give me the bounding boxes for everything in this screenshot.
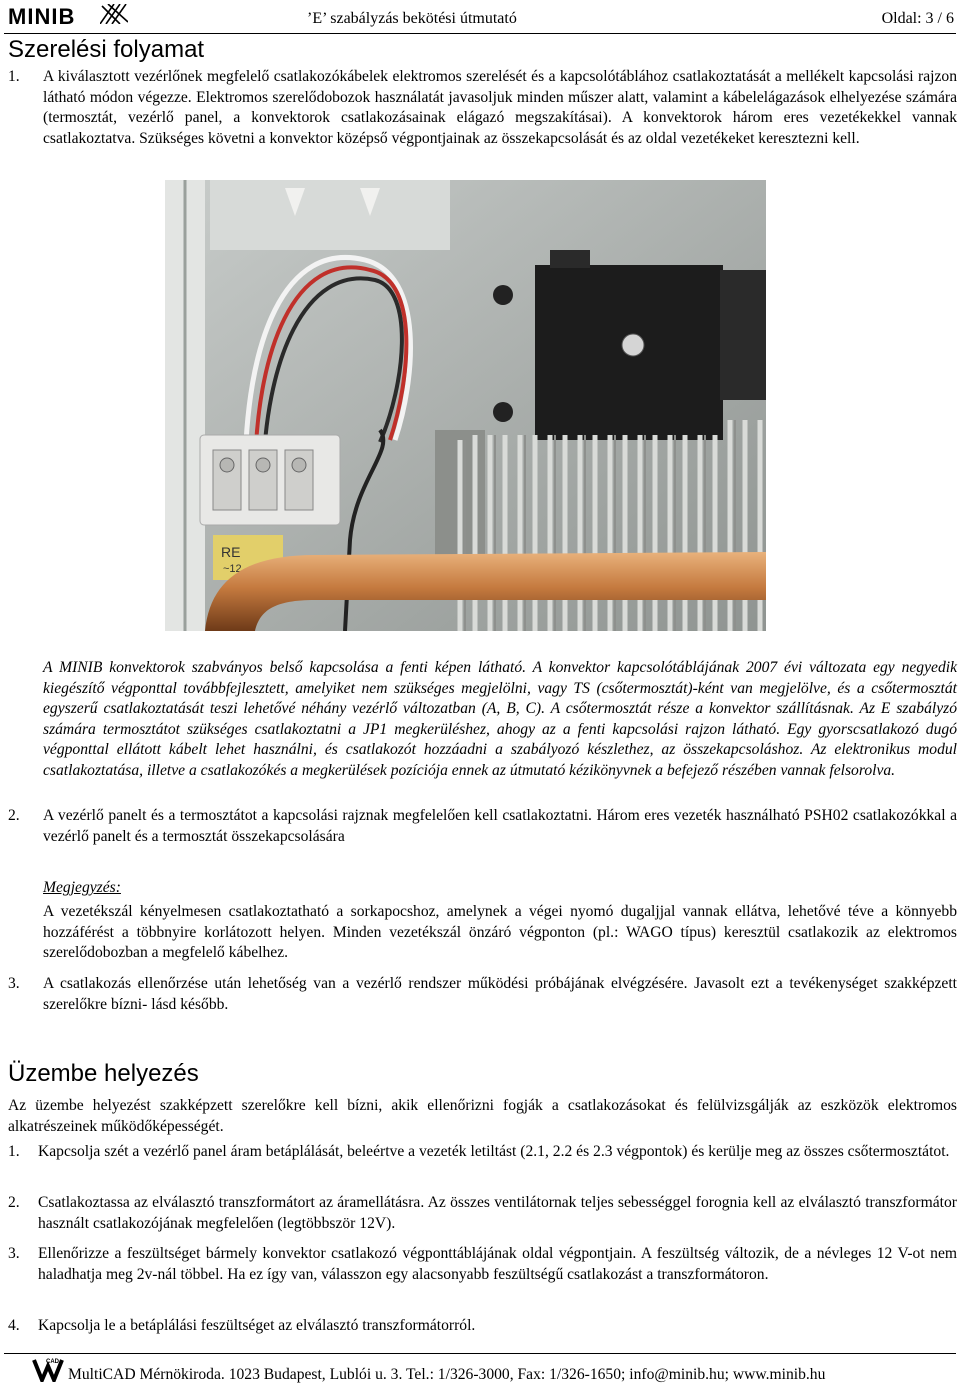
- commissioning-step-2: Csatlakoztassa az elválasztó transzformátort az áramellátásra. Az összes ventilátornak teljes sebességgel forognia kell az elválasztó transzformátor használt csatlakozójának megfelelően (legtöbbször 12V).: [38, 1194, 957, 1232]
- minib-logo: MINIB: [8, 4, 76, 29]
- commissioning-step-4: Kapcsolja le a betáplálási feszültséget az elválasztó transzformátorról.: [38, 1317, 476, 1334]
- multicad-logo-icon: [32, 1356, 64, 1382]
- installation-step-3: A csatlakozás ellenőrzése után lehetőség van a vezérlő rendszer működési próbájának elvégzésére. Javasolt ezt a tevékenységet szakképzett szerelőkre bízni- lásd később.: [43, 975, 957, 1013]
- footer-rule: [4, 1353, 956, 1354]
- minib-logo-mark-icon: [100, 4, 128, 24]
- convector-photo-drawing: [165, 180, 766, 631]
- section-title-commissioning: Üzembe helyezés: [8, 1060, 199, 1087]
- list-number: 3.: [8, 1245, 20, 1262]
- list-number: 4.: [8, 1317, 20, 1334]
- photo-label-re: RE: [221, 544, 241, 560]
- installation-step-2: A vezérlő panelt és a termosztátot a kapcsolási rajznak megfelelően kell csatlakoztatni. Három eres vezeték használható PSH02 csatlakozókkal a vezérlő panelt és a termosztát összekapcsolására: [43, 807, 957, 845]
- list-number: 3.: [8, 975, 20, 992]
- section-title-installation: Szerelési folyamat: [8, 36, 205, 63]
- photo-caption: A MINIB konvektorok szabványos belső kapcsolása a fenti képen látható. A konvektor kapcsolótáblájának 2007 évi változata egy negyedik kiegészítő végponttal továbbfejlesztett, amelyiket nem szükséges megjelölni, vagy TS (csőtermosztát)-ként van megjelölve, és a csőtermosztát egyszerű csatlakoztatását teszi lehetővé néhány vezérlő változatban (A, B, C). A csőtermosztát része a konvektor szállításnak. Az E szabályzó számára termosztátot szükséges csatlakoztatni a JP1 megkerüléshez, ahogy az a fenti kapcsolási rajzon látható. Egy gyorscsatlakozó dugó végponttal ellátott kábelt lehet használni, és csatlakozót hozzáadni a szabályozó készlethez, az összekapcsoláshoz. Az elektronikus modul csatlakoztatása, illetve a csatlakozókés a megkerülések pozíciója ennek az útmutató kézikönyvnek a befejező részében vannak felsorolva.: [43, 659, 957, 779]
- footer-contact: MultiCAD Mérnökiroda. 1023 Budapest, Lublói u. 3. Tel.: 1/326-3000, Fax: 1/326-1650; info@minib.hu; www.minib.hu: [68, 1366, 826, 1383]
- multicad-logo-text: CAD: [46, 1359, 59, 1365]
- page-number: Oldal: 3 / 6: [881, 10, 954, 27]
- commissioning-intro: Az üzembe helyezést szakképzett szerelőkre kell bízni, akik ellenőrizni fogják a csatlakozásokat és felülvizsgálják az eszközök elektromos alkatrészeinek működőképességét.: [8, 1097, 957, 1135]
- convector-wiring-photo: [165, 180, 766, 631]
- list-number: 2.: [8, 1194, 20, 1211]
- list-number: 1.: [8, 68, 20, 85]
- note-text: A vezetékszál kényelmesen csatlakoztatható a sorkapocshoz, amelynek a végei nyomó dugaljjal vannak ellátva, lehetővé téve a könnyebb hozzáférést a többnyire korlátozott helyen. Minden vezetékszál önzáró végponton (pl.: WAGO típus) keresztül csatlakozik az elektromos szerelődobozban a megfelelő kábelhez.: [43, 903, 957, 961]
- commissioning-step-1: Kapcsolja szét a vezérlő panel áram betáplálását, beleértve a vezeték letiltást (2.1, 2.2 és 2.3 végpontok) és kerülje meg az összes csőtermosztátot.: [38, 1143, 950, 1160]
- installation-step-1: A kiválasztott vezérlőnek megfelelő csatlakozókábelek elektromos szerelését és a kapcsolótáblához csatlakoztatását a mellékelt kapcsolási rajzon látható módon végezze. Elektromos szerelődobozok használatát javasoljuk minden műszer alatt, valamint a kábelelágazások elhelyezése számára (termosztát, vezérlő panel, a konvektorok csatlakozásainak elágazó megszakításai). A konvektorok három eres vezetékekkel vannak csatlakoztatva. Szükséges követni a konvektor középső végpontjainak az összekapcsolását és az oldal vezetékeket keresztezni kell.: [43, 68, 957, 147]
- list-number: 2.: [8, 807, 20, 824]
- list-number: 1.: [8, 1143, 20, 1160]
- page-header: [0, 0, 960, 34]
- photo-label-voltage: ~12: [223, 563, 242, 575]
- note-title: Megjegyzés:: [43, 879, 121, 896]
- commissioning-step-3: Ellenőrizze a feszültséget bármely konvektor csatlakozó végponttáblájának oldal végpontjain. A feszültség változik, de a névleges 12 V-ot nem haladhatja meg 2v-nál többel. Ha ez így van, válasszon egy alacsonyabb feszültségű csatlakozást a transzformátoron.: [38, 1245, 957, 1283]
- document-title: ’E’ szabályzás bekötési útmutató: [307, 10, 517, 27]
- header-rule: [4, 33, 956, 34]
